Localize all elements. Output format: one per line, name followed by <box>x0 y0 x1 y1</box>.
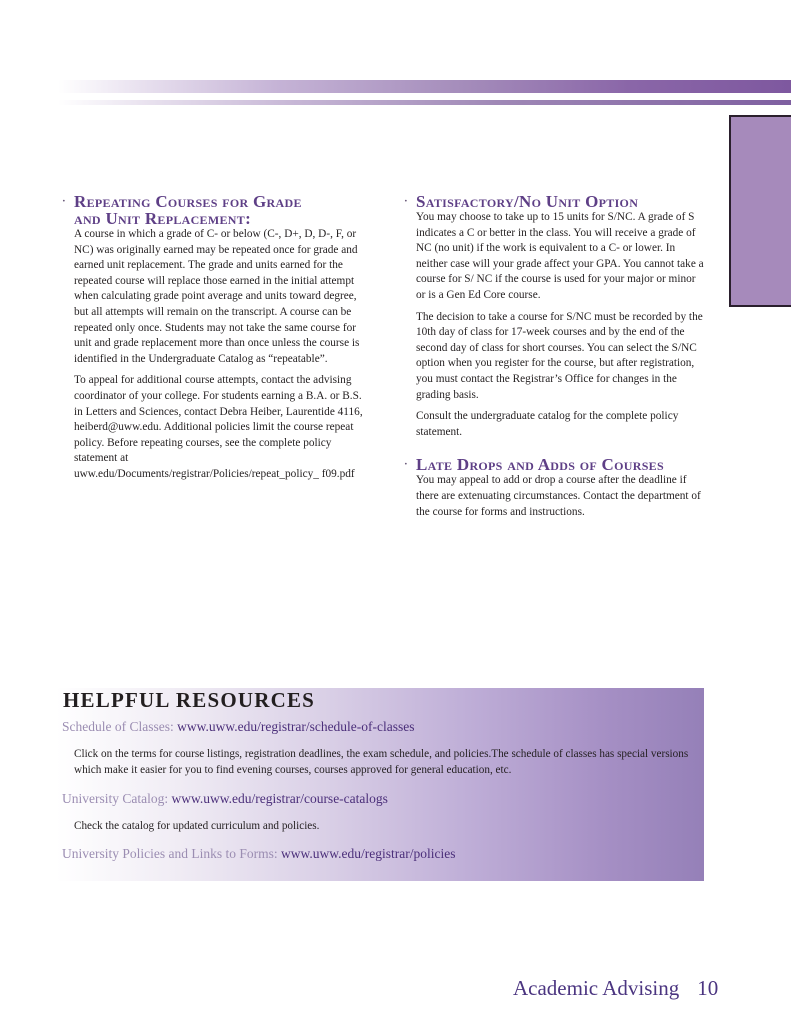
bullet-icon: · <box>404 458 408 471</box>
header-gradient-bar <box>58 80 791 93</box>
left-column <box>62 193 367 489</box>
late-drops-paragraph: You may appeal to add or drop a course after the deadline if there are extenuating circumstances. Contact the department of the course for forms and instructions. <box>416 474 701 518</box>
helpful-resources-box <box>56 688 704 881</box>
page-number: 10 <box>697 976 719 1000</box>
repeating-courses-body <box>62 227 367 483</box>
page-footer <box>513 976 718 1001</box>
resource-label: Schedule of Classes: <box>62 719 178 734</box>
policies-link[interactable]: www.uww.edu/registrar/policies <box>281 846 456 861</box>
bullet-icon: · <box>62 195 66 207</box>
resource-description: Click on the terms for course listings, registration deadlines, the exam schedule, and policies.The schedule of classes has special versions which make it easier for you to find evening courses, courses approved for general education, etc. <box>74 748 689 776</box>
repeating-paragraph: A course in which a grade of C- or below (C-, D+, D, D-, F, or NC) was originally earned may be repeated once for grade and earned unit replacement. The grade and units earned for the repeated course will replace those earned in the initial attempt when calculating grade point average and units toward degree, but all attempts will remain on the transcript. A course can be repeated only once. Students may not take the same course for unit and grade replacement more than once unless the course is identified in the Undergraduate Catalog as “repeatable”. <box>74 228 360 365</box>
resource-description: Check the catalog for updated curriculum and policies. <box>74 820 320 832</box>
resource-label: University Catalog: <box>62 791 172 806</box>
satisfactory-no-unit-body <box>404 210 704 440</box>
satisfactory-paragraph: You may choose to take up to 15 units for S/NC. A grade of S indicates a C or better in the class. You will receive a grade of NC (no unit) if the work is equivalent to a C- or lower. In neither case will your grade affect your GPA. You cannot take a course for S/ NC if the course is used for your major or minor or is a Gen Ed Core course. <box>416 211 704 301</box>
schedule-of-classes-link[interactable]: www.uww.edu/registrar/schedule-of-classes <box>177 719 415 734</box>
repeating-title-line1: Repeating Courses for Grade <box>74 192 302 211</box>
satisfactory-title: Satisfactory/No Unit Option <box>416 192 639 211</box>
course-catalogs-link[interactable]: www.uww.edu/registrar/course-catalogs <box>171 791 388 806</box>
repeating-paragraph: To appeal for additional course attempts, contact the advising coordinator of your college. For students earning a B.A. or B.S. in Letters and Sciences, contact Debra Heiber, Laurentide 4116, heiberd@uww.edu. Additional policies limit the course repeat policy. Before repeating courses, see the complete policy statement at uww.edu/Documents/registrar/Policies/repeat_policy_ f09.pdf <box>74 374 363 480</box>
resource-university-catalog <box>62 791 388 807</box>
resource-policies-and-forms <box>62 846 455 862</box>
late-drops-heading <box>404 456 704 473</box>
helpful-resources-heading: HELPFUL RESOURCES <box>63 688 316 712</box>
side-section-tab <box>729 115 791 307</box>
resource-label: University Policies and Links to Forms: <box>62 846 281 861</box>
late-drops-title: Late Drops and Adds of Courses <box>416 455 664 475</box>
satisfactory-no-unit-heading <box>404 193 704 210</box>
bullet-icon: · <box>404 195 408 207</box>
resource-schedule-of-classes <box>62 719 415 735</box>
late-drops-body <box>404 473 704 520</box>
right-column <box>404 193 704 526</box>
satisfactory-paragraph: Consult the undergraduate catalog for the complete policy statement. <box>416 410 679 438</box>
satisfactory-paragraph: The decision to take a course for S/NC must be recorded by the 10th day of class for 17-week courses and by the end of the second day of class for short courses. You can select the S/NC option when you register for the course, but after registration, you must contact the Registrar’s Office for changes in the grading basis. <box>416 310 703 401</box>
footer-section-name: Academic Advising <box>513 976 680 1000</box>
repeating-title-line2: and Unit Replacement: <box>74 209 252 228</box>
header-gradient-thin-bar <box>58 100 791 105</box>
repeating-courses-heading <box>62 193 367 227</box>
